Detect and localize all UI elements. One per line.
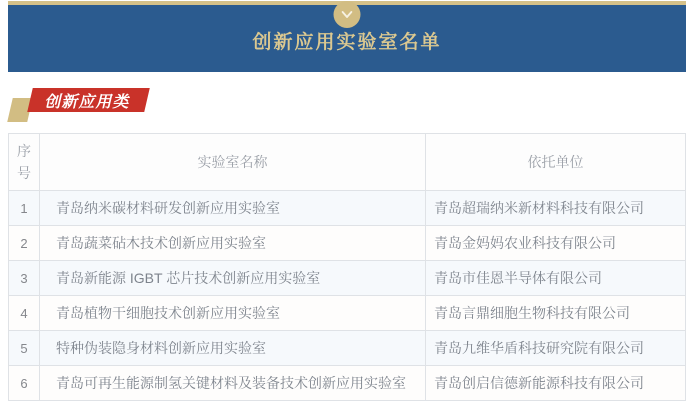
lab-name: 青岛可再生能源制氢关键材料及装备技术创新应用实验室 (40, 366, 426, 401)
table-row (9, 191, 686, 226)
header-banner (8, 0, 686, 72)
row-number: 5 (9, 331, 40, 366)
section-badge (27, 88, 150, 112)
org-name: 青岛言鼎细胞生物科技有限公司 (426, 296, 686, 331)
org-name: 青岛金妈妈农业科技有限公司 (426, 226, 686, 261)
table-row (9, 331, 686, 366)
row-number: 2 (9, 226, 40, 261)
row-number: 3 (9, 261, 40, 296)
org-name: 青岛九维华盾科技研究院有限公司 (426, 331, 686, 366)
lab-name: 青岛纳米碳材料研发创新应用实验室 (40, 191, 426, 226)
page-title: 创新应用实验室名单 (252, 32, 442, 53)
column-header-no: 序号 (9, 134, 40, 191)
lab-name: 青岛植物干细胞技术创新应用实验室 (40, 296, 426, 331)
row-number: 1 (9, 191, 40, 226)
table-row (9, 296, 686, 331)
table-header-row (9, 134, 686, 191)
chevron-down-icon (340, 7, 355, 22)
row-number: 4 (9, 296, 40, 331)
org-name: 青岛市佳恩半导体有限公司 (426, 261, 686, 296)
lab-name: 青岛新能源 IGBT 芯片技术创新应用实验室 (40, 261, 426, 296)
org-name: 青岛创启信德新能源科技有限公司 (426, 366, 686, 401)
org-name: 青岛超瑞纳米新材料科技有限公司 (426, 191, 686, 226)
collapse-toggle[interactable] (334, 1, 361, 28)
table-row (9, 261, 686, 296)
lab-table (8, 133, 685, 401)
column-header-org: 依托单位 (426, 134, 686, 191)
table-row (9, 226, 686, 261)
lab-name: 特种伪装隐身材料创新应用实验室 (40, 331, 426, 366)
section-badge-label: 创新应用类 (43, 93, 133, 111)
lab-name: 青岛蔬菜砧木技术创新应用实验室 (40, 226, 426, 261)
row-number: 6 (9, 366, 40, 401)
column-header-lab: 实验室名称 (40, 134, 426, 191)
table-row (9, 366, 686, 401)
